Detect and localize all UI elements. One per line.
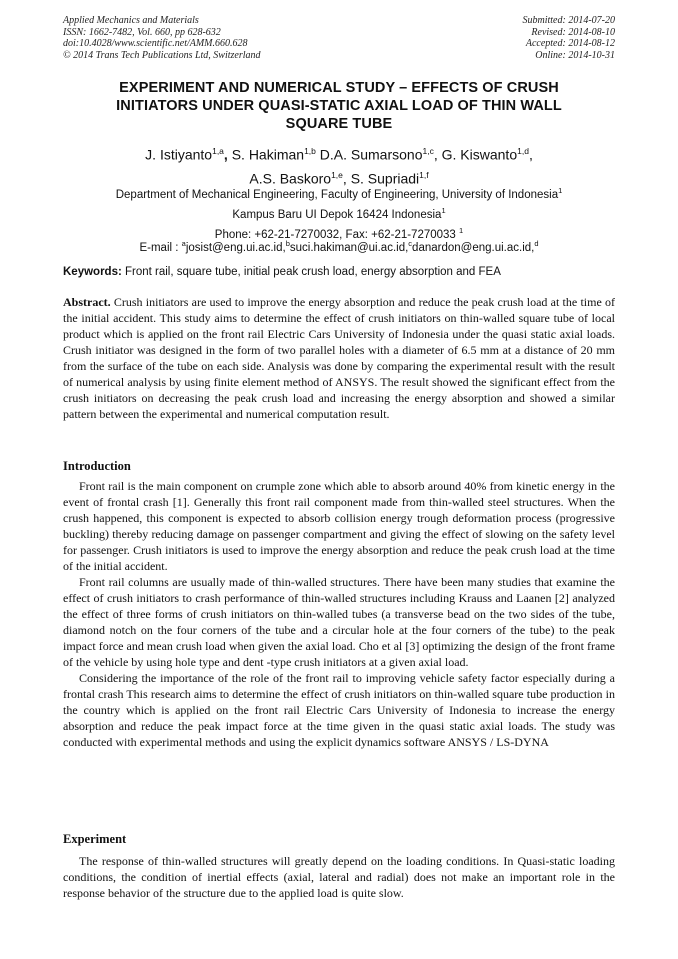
author-sup: 1,e (331, 169, 343, 180)
paragraph: Front rail columns are usually made of thin-walled structures. There have been many studies that examine the effect of crush initiators to crash performance of thin-walled structures including Krauss and Laanen [2] analyzed the effect of three forms of crush initiators on thin-walled tubes (a transverse bead on the two sides of the tube, diamond notch on the four corners of the tube and a circular hole at the four corners of the tube) to the peak impact force and mean crush load when given the axial load. Cho et al [3] optimizing the design of the front frame of the vehicle by using hole type and dent -type crush initiators at a given axial load. (63, 575, 615, 669)
journal-issn: ISSN: 1662-7482, Vol. 660, pp 628-632 (63, 26, 221, 38)
department-text: Department of Mechanical Engineering, Faculty of Engineering, University of Indonesia (115, 188, 559, 201)
author-name: S. Supriadi (350, 170, 420, 187)
paragraph: Front rail is the main component on crumple zone which able to absorb around 40% from kinetic energy in the event of frontal crash [1]. Generally this front rail component made from thin-walled steel structures. When the crush happened, this component is expected to absorb collision energy trough deformation process (progressive buckling) thereby reducing damage on passenger compartment and giving the effect of slowing on the safety level for passenger. Crush initiators is used to improve the energy absorption and reduce the peak crush load at the time of the initial accident. (63, 479, 615, 573)
title-line-3: SQUARE TUBE (285, 116, 393, 132)
author-name: A.S. Baskoro (249, 170, 332, 187)
email-link[interactable]: suci.hakiman@ui.ac.id, (289, 241, 409, 254)
publication-dates (523, 15, 616, 61)
date-submitted: Submitted: 2014-07-20 (522, 15, 615, 26)
journal-name: Applied Mechanics and Materials (63, 15, 199, 26)
author-name: S. Hakiman (231, 146, 305, 163)
paragraph: The response of thin-walled structures will greatly depend on the loading conditions. In Quasi-static loading conditions, the condition of inertial effects (axial, lateral and radial) does not make an important role in the response behavior of the structure due to the applied load is quite slow. (63, 854, 615, 900)
author-sup: 1,a (212, 146, 224, 156)
experiment-heading: Experiment (63, 832, 127, 846)
keywords-text: Front rail, square tube, initial peak crush load, energy absorption and FEA (121, 266, 501, 278)
campus-sup: 1 (441, 205, 446, 215)
author-separator: , (528, 146, 533, 163)
author-sup: 1,d (517, 146, 529, 156)
introduction-body (63, 478, 615, 750)
phone-text: Phone: +62-21-7270032, Fax: +62-21-7270033 (214, 228, 460, 241)
author-sup: 1,f (419, 169, 429, 180)
email-sup: a (181, 239, 186, 248)
author-name: J. Istiyanto (145, 146, 213, 163)
experiment-body (63, 853, 615, 901)
journal-doi: doi:10.4028/www.scientific.net/AMM.660.628 (63, 38, 248, 49)
email-sup: d (534, 239, 539, 248)
title-line-1: EXPERIMENT AND NUMERICAL STUDY – EFFECTS OF CRUSH (119, 80, 559, 96)
author-separator: , (433, 146, 442, 163)
phone-sup: 1 (459, 225, 464, 235)
journal-copyright: © 2014 Trans Tech Publications Ltd, Switzerland (63, 49, 261, 61)
affiliation (70, 183, 608, 242)
author-sup: 1,c (422, 146, 434, 156)
abstract (63, 294, 615, 422)
author-line-1 (70, 141, 608, 165)
author-list (70, 141, 608, 188)
author-separator: , (342, 170, 351, 187)
author-name: D.A. Sumarsono (319, 146, 423, 163)
abstract-text: Crush initiators are used to improve the energy absorption and reduce the peak crush load at the time of the initial accident. This study aims to determine the effect of crush initiators on thin-walled square tube of local product which is applied on the front rail Electric Cars University of Indonesia under the quasi static axial loads. Crush initiator was designed in the form of two parallel holes with a diameter of 6.5 mm at a distance of 20 mm from the surface of the tube on each side. Analysis was done by comparing the experimental result with the result of numerical analysis by using finite element method of ANSYS. The result showed the significant effect from the crush initiators on decreasing the peak crush load and increasing the energy absorption and showed a similar pattern between the experimental and numerical computation result. (63, 295, 615, 421)
title-line-2: INITIATORS UNDER QUASI-STATIC AXIAL LOAD OF THIN WALL (116, 98, 562, 114)
author-sup: 1,b (304, 146, 316, 156)
affiliation-department (70, 183, 608, 203)
author-name: G. Kiswanto (441, 146, 518, 163)
email-sup: c (408, 239, 413, 248)
email-label: E-mail : (139, 241, 182, 254)
campus-text: Kampus Baru UI Depok 16424 Indonesia (232, 208, 442, 221)
keywords (63, 265, 615, 280)
date-online: Online: 2014-10-31 (535, 49, 615, 61)
email-sup: b (285, 239, 290, 248)
affiliation-campus (70, 203, 608, 223)
author-separator: , (223, 146, 232, 163)
introduction-heading: Introduction (63, 459, 131, 473)
date-accepted: Accepted: 2014-08-12 (525, 38, 615, 49)
date-revised: Revised: 2014-08-10 (531, 26, 615, 38)
abstract-label: Abstract. (63, 295, 111, 309)
paper-title (70, 79, 608, 133)
journal-header (63, 15, 261, 61)
paragraph: Considering the importance of the role of the front rail to improving vehicle safety factor especially during a frontal crash This research aims to determine the effect of crush initiators on thin-walled square tube production in the country which is applied on the front rail Electric Cars University of Indonesia to increase the energy absorption and reduce the peak impact force at the time given in the quasi static axial loads. The study was conducted with experimental methods and using the explicit dynamics software ANSYS / LS-DYNA (63, 671, 615, 749)
department-sup: 1 (558, 186, 563, 195)
abstract-paragraph (63, 294, 615, 422)
keywords-label: Keywords: (63, 266, 122, 278)
email-link[interactable]: danardon@eng.ui.ac.id, (412, 241, 535, 254)
email-link[interactable]: josist@eng.ui.ac.id, (185, 241, 286, 254)
email-list (70, 236, 608, 256)
